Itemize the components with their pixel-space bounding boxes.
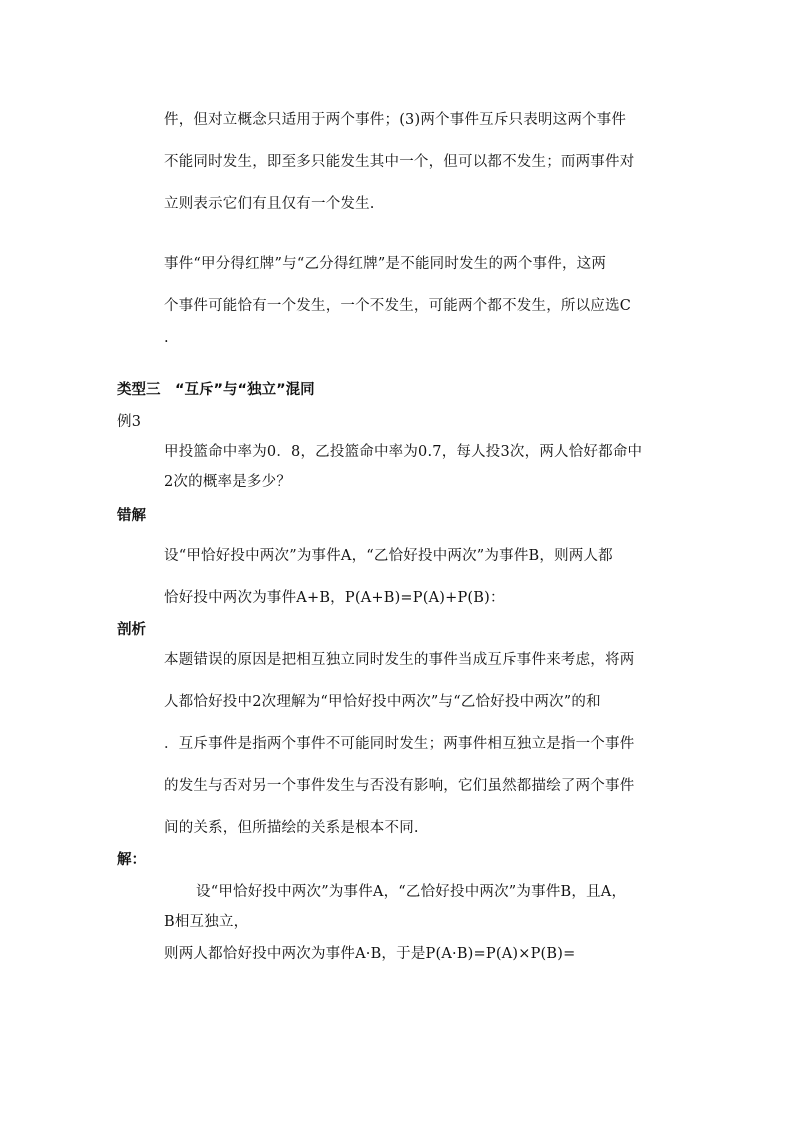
dissection-line-1: 本题错误的原因是把相互独立同时发生的事件当成互斥事件来考虑，将两 [164,652,635,668]
solution-label: 解： [117,852,146,868]
example-line-1: 甲投篮命中率为0．8，乙投篮命中率为0.7，每人投3次，两人恰好都命中 [164,444,643,460]
analysis-line-3: . [164,330,169,346]
dissection-line-3: ．互斥事件是指两个事件不可能同时发生；两事件相互独立是指一个事件 [164,736,635,752]
wrong-solution-line-1: 设“甲恰好投中两次”为事件A，“乙恰好投中两次”为事件B，则两人都 [164,548,613,564]
analysis-line-2: 个事件可能恰有一个发生，一个不发生，可能两个都不发生，所以应选C [164,298,631,314]
dissection-line-4: 的发生与否对另一个事件发生与否没有影响，它们虽然都描绘了两个事件 [164,778,635,794]
solution-line-2: B相互独立， [164,914,249,930]
solution-line-1: 设“甲恰好投中两次”为事件A，“乙恰好投中两次”为事件B，且A， [196,884,627,900]
intro-line-1: 件，但对立概念只适用于两个事件；(3)两个事件互斥只表明这两个事件 [164,112,627,128]
analysis-line-1: 事件“甲分得红牌”与“乙分得红牌”是不能同时发生的两个事件，这两 [164,256,607,272]
example-line-2: 2次的概率是多少？ [164,474,292,490]
dissection-label: 剖析 [117,622,146,638]
wrong-solution-line-2: 恰好投中两次为事件A+B，P(A+B)=P(A)+P(B)： [164,590,505,606]
wrong-solution-label: 错解 [117,508,146,524]
intro-line-2: 不能同时发生，即至多只能发生其中一个，但可以都不发生；而两事件对 [164,154,635,170]
intro-line-3: 立则表示它们有且仅有一个发生. [164,196,375,212]
example-label: 例3 [117,414,142,430]
dissection-line-5: 间的关系，但所描绘的关系是根本不同. [164,820,419,836]
solution-line-3: 则两人都恰好投中两次为事件A·B，于是P(A·B)=P(A)×P(B)= [164,946,576,962]
section-title: 类型三 “互斥”与“独立”混同 [117,382,315,398]
dissection-line-2: 人都恰好投中2次理解为“甲恰好投中两次”与“乙恰好投中两次”的和 [164,694,601,710]
